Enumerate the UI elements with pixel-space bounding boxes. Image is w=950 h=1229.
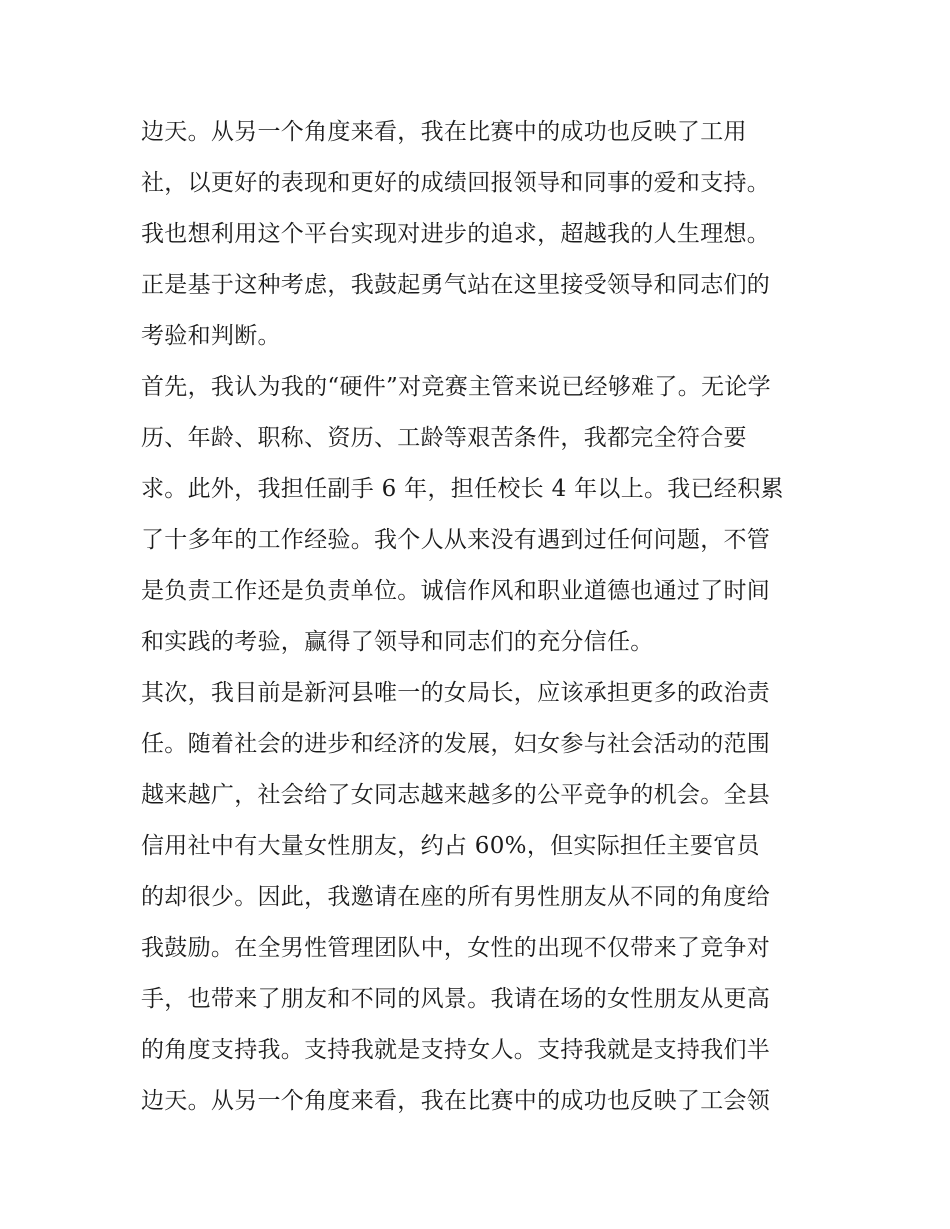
text-line: 任。随着社会的进步和经济的发展，妇女参与社会活动的范围	[141, 731, 771, 757]
text-line: 是负责工作还是负责单位。诚信作风和职业道德也通过了时间	[141, 578, 771, 604]
text-line: 的角度支持我。支持我就是支持女人。支持我就是支持我们半	[141, 1037, 771, 1063]
text-line: 考验和判断。	[141, 323, 281, 349]
text-line: 社，以更好的表现和更好的成绩回报领导和同事的爱和支持。	[141, 170, 771, 196]
text-line: 正是基于这种考虑，我鼓起勇气站在这里接受领导和同志们的	[141, 272, 771, 298]
text-line: 我也想利用这个平台实现对进步的追求，超越我的人生理想。	[141, 221, 771, 247]
text-line: 信用社中有大量女性朋友，约占 60%，但实际担任主要官员	[141, 833, 760, 859]
text-line: 了十多年的工作经验。我个人从来没有遇到过任何问题，不管	[141, 527, 771, 553]
text-line: 我鼓励。在全男性管理团队中，女性的出现不仅带来了竞争对	[141, 935, 771, 961]
text-line: 边天。从另一个角度来看，我在比赛中的成功也反映了工会领	[141, 1088, 771, 1114]
text-line: 求。此外，我担任副手 6 年，担任校长 4 年以上。我已经积累	[141, 476, 784, 502]
text-line: 边天。从另一个角度来看，我在比赛中的成功也反映了工用	[141, 119, 747, 145]
text-line: 的却很少。因此，我邀请在座的所有男性朋友从不同的角度给	[141, 884, 771, 910]
text-line: 历、年龄、职称、资历、工龄等艰苦条件，我都完全符合要	[141, 425, 747, 451]
text-line: 其次，我目前是新河县唯一的女局长，应该承担更多的政治责	[141, 680, 771, 706]
text-line: 手，也带来了朋友和不同的风景。我请在场的女性朋友从更高	[141, 986, 771, 1012]
text-line: 越来越广，社会给了女同志越来越多的公平竞争的机会。全县	[141, 782, 771, 808]
text-line: 首先，我认为我的“硬件”对竞赛主管来说已经够难了。无论学	[141, 374, 771, 400]
body-text	[141, 107, 821, 1127]
text-line: 和实践的考验，赢得了领导和同志们的充分信任。	[141, 629, 654, 655]
